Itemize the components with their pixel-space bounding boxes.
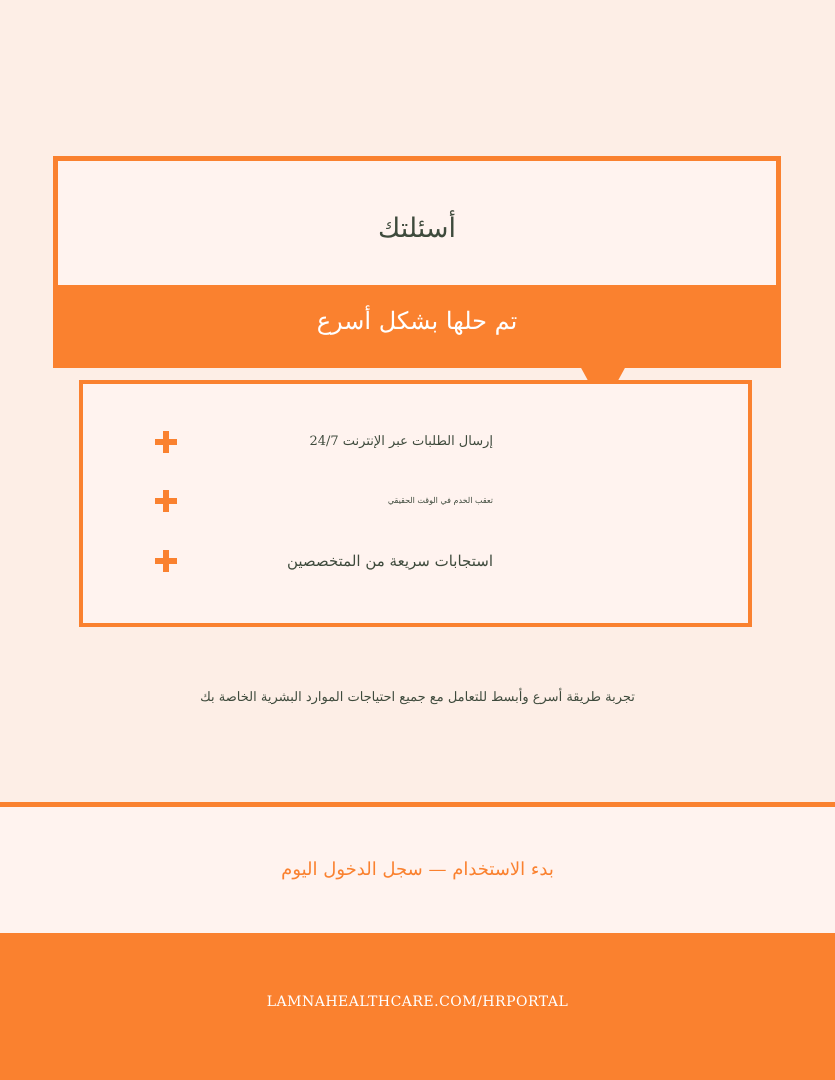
feature-label: تعقب الخدم في الوقت الحقيقي (387, 496, 493, 505)
plus-icon (153, 488, 179, 514)
feature-item (153, 429, 493, 455)
plus-icon (153, 548, 179, 574)
page-subtitle: تم حلها بشكل أسرع (316, 307, 518, 335)
plus-icon (153, 429, 179, 455)
login-section (0, 807, 835, 933)
feature-label: إرسال الطلبات عبر الإنترنت 24/7 (309, 434, 493, 449)
feature-item (153, 548, 493, 574)
header-band (58, 285, 776, 363)
footer-url: LAMNAHEALTHCARE.COM/HRPORTAL (266, 994, 569, 1010)
features-box (79, 380, 752, 627)
tagline: تجربة طريقة أسرع وأبسط للتعامل مع جميع احتياجات الموارد البشرية الخاصة بك (200, 690, 635, 705)
call-to-action: بدء الاستخدام — سجل الدخول اليوم (281, 859, 554, 880)
feature-item (153, 488, 493, 514)
page-title: أسئلتك (377, 213, 457, 244)
feature-label: استجابات سريعة من المتخصصين (286, 552, 493, 570)
header-card (53, 156, 781, 368)
footer (0, 933, 835, 1080)
